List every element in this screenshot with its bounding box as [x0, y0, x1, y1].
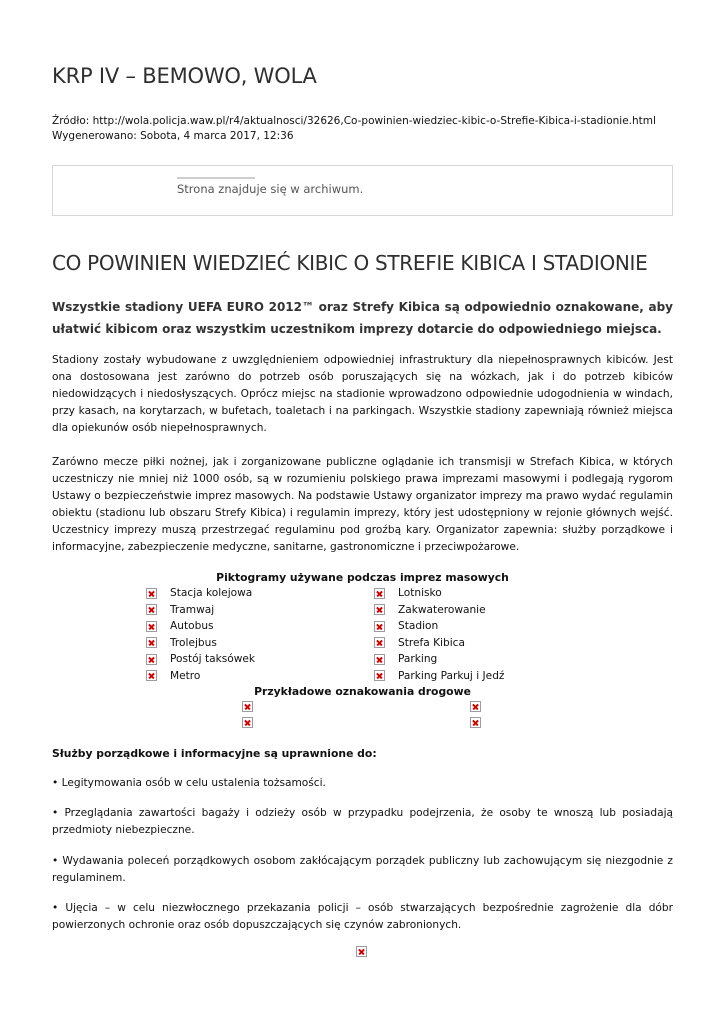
generated-date: Wygenerowano: Sobota, 4 marca 2017, 12:36	[52, 130, 294, 142]
pictogram-item	[146, 602, 366, 619]
road-signs-title: Przykładowe oznakowania drogowe	[254, 685, 471, 698]
site-title: KRP IV – BEMOWO, WOLA	[52, 64, 317, 88]
archive-notice: Strona znajduje się w archiwum.	[177, 182, 364, 196]
paragraph-regulations: Zarówno mecze piłki nożnej, jak i zorganizowane publiczne oglądanie ich transmisji w Strefach Kibica, w których uczestniczy nie mniej niż 1000 osób, są w rozumieniu polskiego prawa imprezami masowymi i podlegają rygorom Ustawy o bezpieczeństwie imprez masowych. Na podstawie Ustawy organizator imprezy ma prawo wydać regulamin obiektu (stadionu lub obszaru Strefy Kibica) i regulamin imprezy, który jest udostępniony w rejonie głównych wejść. Uczestnicy imprezy muszą przestrzegać regulaminu pod groźbą kary. Organizator zapewnia: służby porządkowe i informacyjne, zabezpieczenie medyczne, sanitarne, gastronomiczne i przeciwpożarowe.	[52, 456, 673, 553]
broken-image-icon	[374, 604, 385, 615]
broken-image-icon	[146, 654, 157, 665]
broken-image-icon	[146, 670, 157, 681]
broken-image-icon	[374, 654, 385, 665]
pictogram-label: Postój taksówek	[170, 653, 256, 666]
pictogram-item	[374, 635, 594, 652]
archive-divider	[177, 177, 255, 179]
list-item: • Legitymowania osób w celu ustalenia tożsamości.	[52, 777, 326, 789]
pictogram-item	[374, 602, 594, 619]
broken-image-icon	[374, 588, 385, 599]
pictogram-label: Strefa Kibica	[398, 636, 465, 649]
pictogram-label: Autobus	[170, 620, 214, 633]
pictogram-label: Zakwaterowanie	[398, 603, 486, 616]
pictogram-label: Lotnisko	[398, 587, 442, 600]
source-url: Źródło: http://wola.policja.waw.pl/r4/aktualnosci/32626,Co-powinien-wiedziec-kibic-o-Strefie-Kibica-i-stadionie.html	[52, 115, 656, 127]
list-item: • Wydawania poleceń porządkowych osobom zakłócającym porządek publiczny lub zachowującym się niezgodnie z regulaminem.	[52, 855, 673, 884]
pictogram-label: Tramwaj	[170, 603, 215, 616]
pictogram-item	[374, 618, 594, 635]
broken-image-icon	[146, 637, 157, 648]
pictogram-item	[374, 585, 594, 602]
pictogram-label: Parking Parkuj i Jedź	[398, 669, 505, 682]
broken-image-icon	[470, 701, 481, 712]
pictogram-label: Trolejbus	[170, 636, 217, 649]
pictogram-label: Stadion	[398, 620, 439, 633]
pictogram-item	[146, 651, 366, 668]
broken-image-icon	[242, 701, 253, 712]
paragraph-accessibility: Stadiony zostały wybudowane z uwzględnieniem odpowiedniej infrastruktury dla niepełnosprawnych kibiców. Jest ona dostosowana jest zarówno do potrzeb osób poruszających się na wózkach, jak i do potrzeb kibiców niedowidzących i niedosłyszących. Oprócz miejsc na stadionie wprowadzono odpowiednie udogodnienia w windach, przy kasach, na korytarzach, w bufetach, toaletach i na parkingach. Wszystkie stadiony zapewniają również miejsca dla opiekunów osób niepełnosprawnych.	[52, 354, 673, 434]
broken-image-icon	[356, 946, 367, 957]
broken-image-icon	[374, 621, 385, 632]
broken-image-icon	[242, 717, 253, 728]
broken-image-icon	[374, 637, 385, 648]
services-heading: Służby porządkowe i informacyjne są uprawnione do:	[52, 747, 377, 760]
pictograms-left-column	[146, 585, 366, 684]
pictogram-label: Stacja kolejowa	[170, 587, 253, 600]
pictogram-item	[146, 618, 366, 635]
broken-image-icon	[146, 621, 157, 632]
pictogram-item	[146, 668, 366, 685]
article-lead: Wszystkie stadiony UEFA EURO 2012™ oraz Strefy Kibica są odpowiednio oznakowane, aby ułatwić kibicom oraz wszystkim uczestnikom imprezy dotarcie do odpowiedniego miejsca.	[52, 300, 673, 336]
pictograms-right-column	[374, 585, 594, 684]
pictogram-label: Metro	[170, 669, 201, 682]
pictogram-item	[146, 635, 366, 652]
pictograms-title: Piktogramy używane podczas imprez masowych	[216, 571, 509, 584]
document-meta	[52, 114, 656, 144]
broken-image-icon	[146, 604, 157, 615]
broken-image-icon	[146, 588, 157, 599]
pictogram-label: Parking	[398, 653, 438, 666]
pictogram-item	[374, 668, 594, 685]
pictogram-item	[374, 651, 594, 668]
archive-notice-box	[52, 165, 673, 216]
list-item: • Przeglądania zawartości bagaży i odzieży osób w przypadku podejrzenia, że osoby te wnoszą lub posiadają przedmioty niebezpieczne.	[52, 807, 673, 836]
article-title: CO POWINIEN WIEDZIEĆ KIBIC O STREFIE KIBICA I STADIONIE	[52, 251, 648, 275]
broken-image-icon	[374, 670, 385, 681]
broken-image-icon	[470, 717, 481, 728]
pictogram-item	[146, 585, 366, 602]
list-item: • Ujęcia – w celu niezwłocznego przekazania policji – osób stwarzających bezpośrednie zagrożenie dla dóbr powierzonych ochronie oraz osób dopuszczających się czynów zabronionych.	[52, 902, 673, 931]
